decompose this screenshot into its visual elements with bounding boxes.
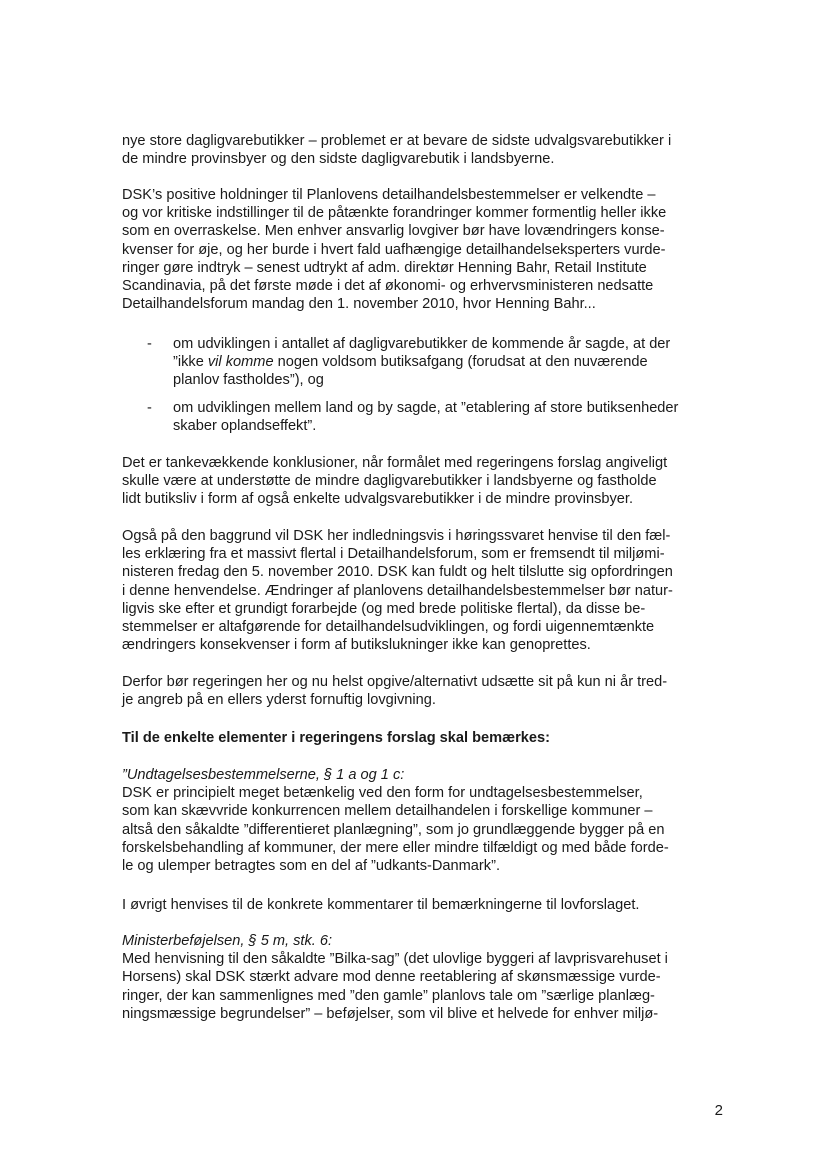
text-line: lidt butiksliv i form af også enkelte udvalgsvarebutikker i de mindre provinsbyer. xyxy=(122,491,634,508)
text-line: og vor kritiske indstillinger til de påtænkte forandringer kommer formentlig heller ikke xyxy=(122,205,667,222)
text-line: Detailhandelsforum mandag den 1. november 2010, hvor Henning Bahr... xyxy=(122,296,596,313)
text-line: om udviklingen mellem land og by sagde, at ”etablering af store butiksenheder xyxy=(173,400,679,416)
section-undtagelse xyxy=(122,766,732,875)
text-line: skaber oplandseffekt”. xyxy=(173,418,317,435)
bullet-marker: - xyxy=(147,336,152,352)
bullet-marker: - xyxy=(147,400,152,416)
text-line: Derfor bør regeringen her og nu helst opgive/alternativt udsætte sit på kun ni år tred- xyxy=(122,674,668,690)
text-line: forskelsbehandling af kommuner, der mere eller mindre tilfældigt og med både forde- xyxy=(122,839,669,856)
text-line: Med henvisning til den såkaldte ”Bilka-sag” (det ulovlige byggeri af lavprisvarehuset i xyxy=(122,951,668,968)
paragraph-intro xyxy=(122,132,732,168)
text-line: les erklæring fra et massivt flertal i Detailhandelsforum, som er fremsendt til miljømi- xyxy=(122,546,665,563)
bullet-item-2 xyxy=(147,399,733,435)
text-line: nisteren fredag den 5. november 2010. DSK kan fuldt og helt tilslutte sig opfordringen xyxy=(122,564,673,581)
heading-text: Til de enkelte elementer i regeringens forslag skal bemærkes: xyxy=(122,730,550,746)
text-line: stemmelser er altafgørende for detailhandelsudviklingen, og fordi uigennemtænkte xyxy=(122,619,655,636)
text-line: skulle være at understøtte de mindre dagligvarebutikker i landsbyerne og fastholde xyxy=(122,473,657,490)
text-line: Også på den baggrund vil DSK her indledningsvis i høringssvaret henvise til den fæl- xyxy=(122,528,671,544)
paragraph-recommendation xyxy=(122,673,732,709)
paragraph-further-comments xyxy=(122,896,732,914)
text-line: Horsens) skal DSK stærkt advare mod denne reetablering af skønsmæssige vurde- xyxy=(122,969,661,986)
text-line: ”ikke vil komme nogen voldsom butiksafgang (forudsat at den nuværende xyxy=(173,354,648,371)
text-line: som en overraskelse. Men enhver ansvarlig lovgiver bør have lovændringers konse- xyxy=(122,223,665,240)
page-number: 2 xyxy=(714,1102,723,1119)
text-line: le og ulemper betragtes som en del af ”udkants-Danmark”. xyxy=(122,858,500,875)
section-heading xyxy=(122,729,732,747)
text-line: ændringers konsekvenser i form af butikslukninger ikke kan genoprettes. xyxy=(122,637,591,654)
text-line: altså den såkaldte ”differentieret planlægning”, som jo grundlæggende bygger på en xyxy=(122,821,665,838)
paragraph-detailhandelsforum xyxy=(122,527,732,654)
paragraph-dsk-positions xyxy=(122,186,732,313)
text-line: ningsmæssige begrundelser” – beføjelser, som vil blive et helvede for enhver miljø- xyxy=(122,1005,659,1022)
text-line: DSK’s positive holdninger til Planlovens detailhandelsbestemmelser er velkendte – xyxy=(122,187,656,203)
bullet-item-1 xyxy=(147,335,733,390)
section-ministerbefoejelse xyxy=(122,932,732,1023)
text-line: om udviklingen i antallet af dagligvarebutikker de kommende år sagde, at der xyxy=(173,336,671,352)
text-line: planlov fastholdes”), og xyxy=(173,372,324,389)
text-line: ligvis ske efter et grundigt forarbejde (og med brede politiske flertal), da disse be- xyxy=(122,600,646,617)
text-line: DSK er principielt meget betænkelig ved den form for undtagelsesbestemmelser, xyxy=(122,785,643,802)
text-line: je angreb på en ellers yderst fornuftig lovgivning. xyxy=(122,692,436,709)
text-line: I øvrigt henvises til de konkrete kommentarer til bemærkningerne til lovforslaget. xyxy=(122,897,640,913)
text-line: ringer, der kan sammenlignes med ”den gamle” planlovs tale om ”særlige planlæg- xyxy=(122,987,655,1004)
text-line: som kan skævvride konkurrencen mellem detailhandelen i forskellige kommuner – xyxy=(122,803,653,820)
text-line: nye store dagligvarebutikker – problemet er at bevare de sidste udvalgsvarebutikker i xyxy=(122,133,672,149)
text-line: i denne henvendelse. Ændringer af planlovens detailhandelsbestemmelser bør natur- xyxy=(122,582,673,599)
subsection-title: ”Undtagelsesbestemmelserne, § 1 a og 1 c: xyxy=(122,767,405,783)
text-line: ringer gøre indtryk – senest udtrykt af adm. direktør Henning Bahr, Retail Institute xyxy=(122,259,647,276)
text-line: Scandinavia, på det første møde i det af økonomi- og erhvervsministeren nedsatte xyxy=(122,278,654,295)
text-line: de mindre provinsbyer og den sidste dagligvarebutik i landsbyerne. xyxy=(122,151,555,168)
paragraph-conclusions xyxy=(122,454,732,509)
subsection-title: Ministerbeføjelsen, § 5 m, stk. 6: xyxy=(122,933,333,949)
text-line: kvenser for øje, og her burde i hvert fald uafhængige detailhandelseksperters vurde- xyxy=(122,241,666,258)
text-line: Det er tankevækkende konklusioner, når formålet med regeringens forslag angiveligt xyxy=(122,455,668,471)
